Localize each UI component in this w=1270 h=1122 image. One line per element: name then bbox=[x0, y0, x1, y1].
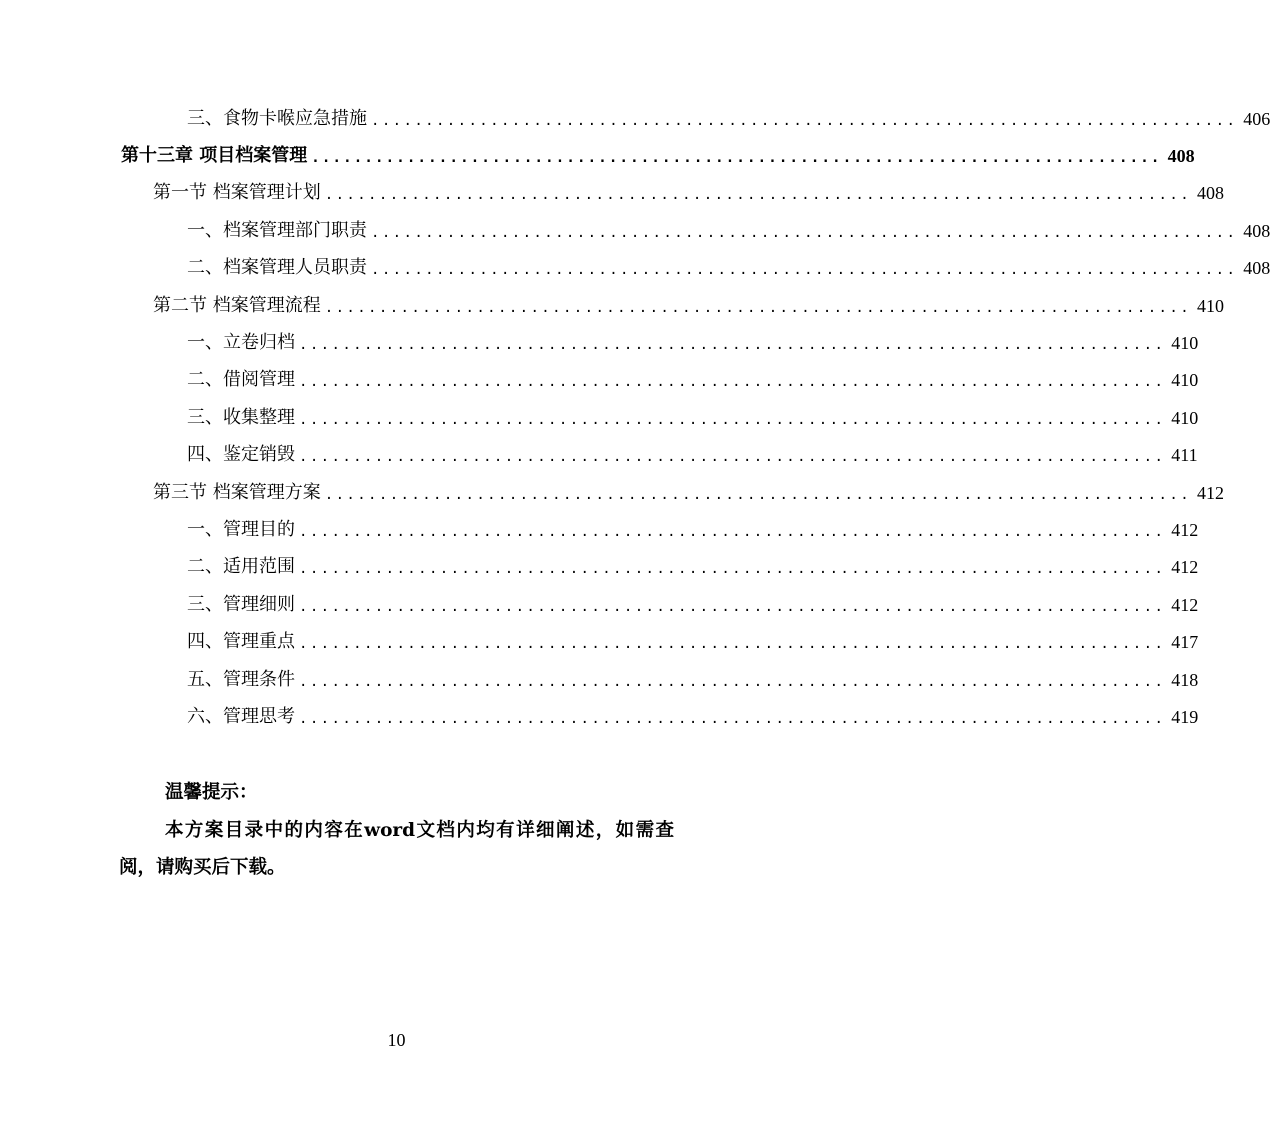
toc-dot-leader: ................................................................................ bbox=[324, 486, 1192, 503]
toc-entry[interactable] bbox=[187, 212, 1270, 249]
toc-entry-page: 417 bbox=[1171, 632, 1199, 653]
tip-body: 本方案目录中的内容在word文档内均有详细阐述，如需查阅，请购买后下载。 bbox=[119, 820, 674, 878]
toc-entry-page: 410 bbox=[1171, 407, 1199, 428]
toc-dot-leader: ................................................................................ bbox=[371, 262, 1238, 279]
toc-entry-title: 四、鉴定销毁 bbox=[187, 444, 295, 466]
tip-heading: 温馨提示： bbox=[165, 782, 258, 803]
toc-entry-page: 408 bbox=[1197, 183, 1225, 204]
toc-entry-title: 一、管理目的 bbox=[187, 518, 295, 540]
toc-entry-page: 408 bbox=[1243, 258, 1270, 279]
toc-entry-title: 三、管理细则 bbox=[187, 593, 295, 615]
toc-entry-title: 第二节 档案管理流程 bbox=[153, 294, 321, 316]
toc-entry-page: 412 bbox=[1171, 519, 1199, 540]
toc-entry-title: 五、管理条件 bbox=[187, 668, 295, 690]
page-number: 10 bbox=[387, 1030, 406, 1050]
toc-entry[interactable] bbox=[187, 549, 1199, 586]
toc-chapter-entry[interactable] bbox=[121, 137, 1195, 174]
toc-entry-page: 412 bbox=[1171, 557, 1199, 578]
toc-dot-leader: ................................................................................ bbox=[324, 187, 1192, 204]
toc-entry[interactable] bbox=[187, 324, 1199, 361]
toc-entry[interactable] bbox=[187, 100, 1270, 137]
toc-entry-title: 二、借阅管理 bbox=[187, 369, 295, 391]
toc-dot-leader: ................................................................................ bbox=[299, 411, 1166, 428]
toc-entry-page: 418 bbox=[1171, 669, 1199, 690]
toc-entry[interactable] bbox=[187, 437, 1198, 474]
toc-entry-page: 408 bbox=[1243, 220, 1270, 241]
toc-dot-leader: ................................................................................ bbox=[371, 224, 1238, 241]
toc-dot-leader: ................................................................................ bbox=[299, 449, 1166, 466]
toc-entry[interactable] bbox=[187, 661, 1199, 698]
toc-entry-page: 412 bbox=[1197, 482, 1225, 503]
toc-entry[interactable] bbox=[187, 250, 1270, 287]
toc-dot-leader: ................................................................................ bbox=[299, 710, 1166, 727]
toc-entry-title: 第三节 档案管理方案 bbox=[153, 481, 321, 503]
toc-entry[interactable] bbox=[187, 362, 1199, 399]
toc-entry-title: 六、管理思考 bbox=[187, 705, 295, 727]
toc-section-entry[interactable] bbox=[153, 287, 1225, 324]
toc-dot-leader: ................................................................................ bbox=[299, 598, 1166, 615]
toc-dot-leader: ................................................................................ bbox=[299, 374, 1166, 391]
toc-entry[interactable] bbox=[187, 511, 1199, 548]
toc-dot-leader: ................................................................................ bbox=[371, 112, 1238, 129]
toc-entry-title: 一、档案管理部门职责 bbox=[187, 219, 367, 241]
toc-entry-page: 408 bbox=[1167, 145, 1195, 166]
toc-entry-page: 410 bbox=[1171, 332, 1199, 353]
toc-dot-leader: ................................................................................ bbox=[299, 561, 1166, 578]
toc-entry-page: 412 bbox=[1171, 594, 1199, 615]
toc-entry-title: 四、管理重点 bbox=[187, 631, 295, 653]
toc-entry-page: 410 bbox=[1171, 370, 1199, 391]
toc-dot-leader: ................................................................................ bbox=[299, 523, 1166, 540]
toc-dot-leader: ................................................................................ bbox=[311, 149, 1162, 166]
toc-dot-leader: ................................................................................ bbox=[299, 636, 1166, 653]
toc-dot-leader: ................................................................................ bbox=[299, 336, 1166, 353]
toc-entry-title: 二、适用范围 bbox=[187, 556, 295, 578]
toc-entry[interactable] bbox=[187, 698, 1199, 735]
toc-entry-title: 三、收集整理 bbox=[187, 406, 295, 428]
toc-section-entry[interactable] bbox=[153, 175, 1225, 212]
toc-dot-leader: ................................................................................ bbox=[324, 299, 1192, 316]
toc-entry-page: 411 bbox=[1171, 445, 1198, 466]
toc-entry-page: 410 bbox=[1197, 295, 1225, 316]
toc-section-entry[interactable] bbox=[153, 474, 1225, 511]
toc-entry-title: 三、食物卡喉应急措施 bbox=[187, 107, 367, 129]
toc-entry-title: 二、档案管理人员职责 bbox=[187, 257, 367, 279]
toc-entry[interactable] bbox=[187, 399, 1199, 436]
toc-dot-leader: ................................................................................ bbox=[299, 673, 1166, 690]
toc-entry-title: 第十三章 项目档案管理 bbox=[121, 144, 308, 166]
toc-entry[interactable] bbox=[187, 586, 1199, 623]
toc-entry-page: 419 bbox=[1171, 706, 1199, 727]
toc-entry-title: 一、立卷归档 bbox=[187, 331, 295, 353]
toc-entry[interactable] bbox=[187, 624, 1199, 661]
toc-entry-page: 406 bbox=[1243, 108, 1270, 129]
toc-entry-title: 第一节 档案管理计划 bbox=[153, 182, 321, 204]
